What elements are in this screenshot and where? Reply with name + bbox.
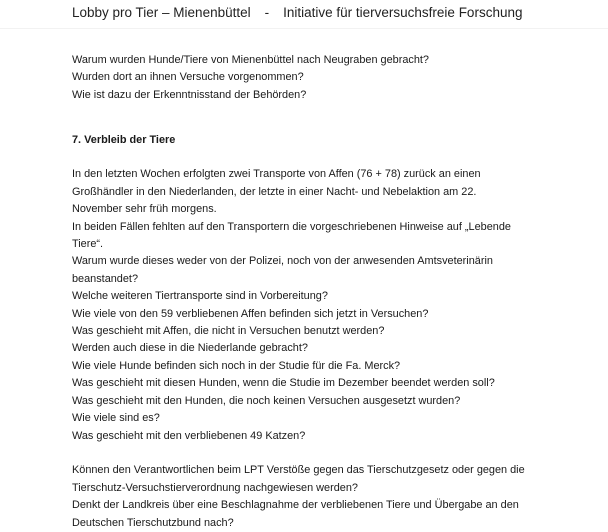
- header-subtitle: Initiative für tierversuchsfreie Forschung: [283, 5, 523, 20]
- header-divider: [0, 28, 608, 29]
- spacer: [72, 149, 592, 166]
- paragraph-line: Werden auch diese in die Niederlande gebracht?: [72, 342, 308, 355]
- paragraph-line: In den letzten Wochen erfolgten zwei Transporte von Affen (76 + 78) zurück an einen: [72, 168, 481, 181]
- closing-line: Können den Verantwortlichen beim LPT Verstöße gegen das Tierschutzgesetz oder gegen die: [72, 464, 525, 477]
- section-paragraph: [72, 166, 592, 445]
- paragraph-line: Wie viele Hunde befinden sich noch in der Studie für die Fa. Merck?: [72, 359, 401, 372]
- paragraph-line: beanstandet?: [72, 272, 139, 285]
- paragraph-line: Warum wurde dieses weder von der Polizei, noch von der anwesenden Amtsveterinärin: [72, 255, 493, 268]
- paragraph-line: Was geschieht mit Affen, die nicht in Versuchen benutzt werden?: [72, 325, 385, 338]
- header-separator: -: [264, 5, 270, 20]
- intro-questions: [72, 52, 592, 104]
- intro-line: Wie ist dazu der Erkenntnisstand der Behörden?: [72, 88, 307, 101]
- intro-line: Wurden dort an ihnen Versuche vorgenommen?: [72, 71, 304, 84]
- header-title: Lobby pro Tier – Mienenbüttel: [72, 5, 251, 20]
- paragraph-line: Was geschieht mit den Hunden, die noch keinen Versuchen ausgesetzt wurden?: [72, 394, 461, 407]
- paragraph-line: November sehr früh morgens.: [72, 203, 217, 216]
- spacer: [72, 122, 592, 132]
- spacer: [72, 445, 592, 462]
- paragraph-line: In beiden Fällen fehlten auf den Transportern die vorgeschriebenen Hinweise auf „Lebende: [72, 220, 511, 233]
- spacer: [72, 104, 592, 121]
- intro-line: Warum wurden Hunde/Tiere von Mienenbüttel nach Neugraben gebracht?: [72, 54, 429, 66]
- document-body: [72, 52, 592, 532]
- closing-line: Tierschutz-Versuchstierverordnung nachgewiesen werden?: [72, 481, 358, 494]
- closing-line: Deutschen Tierschutzbund nach?: [72, 516, 234, 529]
- closing-paragraph: [72, 462, 592, 532]
- paragraph-line: Was geschieht mit den verbliebenen 49 Katzen?: [72, 429, 306, 442]
- paragraph-line: Wie viele von den 59 verbliebenen Affen befinden sich jetzt in Versuchen?: [72, 307, 429, 320]
- paragraph-line: Welche weiteren Tiertransporte sind in Vorbereitung?: [72, 290, 328, 303]
- closing-line: Denkt der Landkreis über eine Beschlagnahme der verbliebenen Tiere und Übergabe an den: [72, 499, 519, 512]
- paragraph-line: Tiere“.: [72, 238, 104, 251]
- paragraph-line: Wie viele sind es?: [72, 412, 160, 425]
- paragraph-line: Großhändler in den Niederlanden, der letzte in einer Nacht- und Nebelaktion am 22.: [72, 185, 477, 198]
- paragraph-line: Was geschieht mit diesen Hunden, wenn die Studie im Dezember beendet werden soll?: [72, 377, 495, 390]
- section-heading: 7. Verbleib der Tiere: [72, 133, 176, 146]
- page-header: [72, 4, 522, 22]
